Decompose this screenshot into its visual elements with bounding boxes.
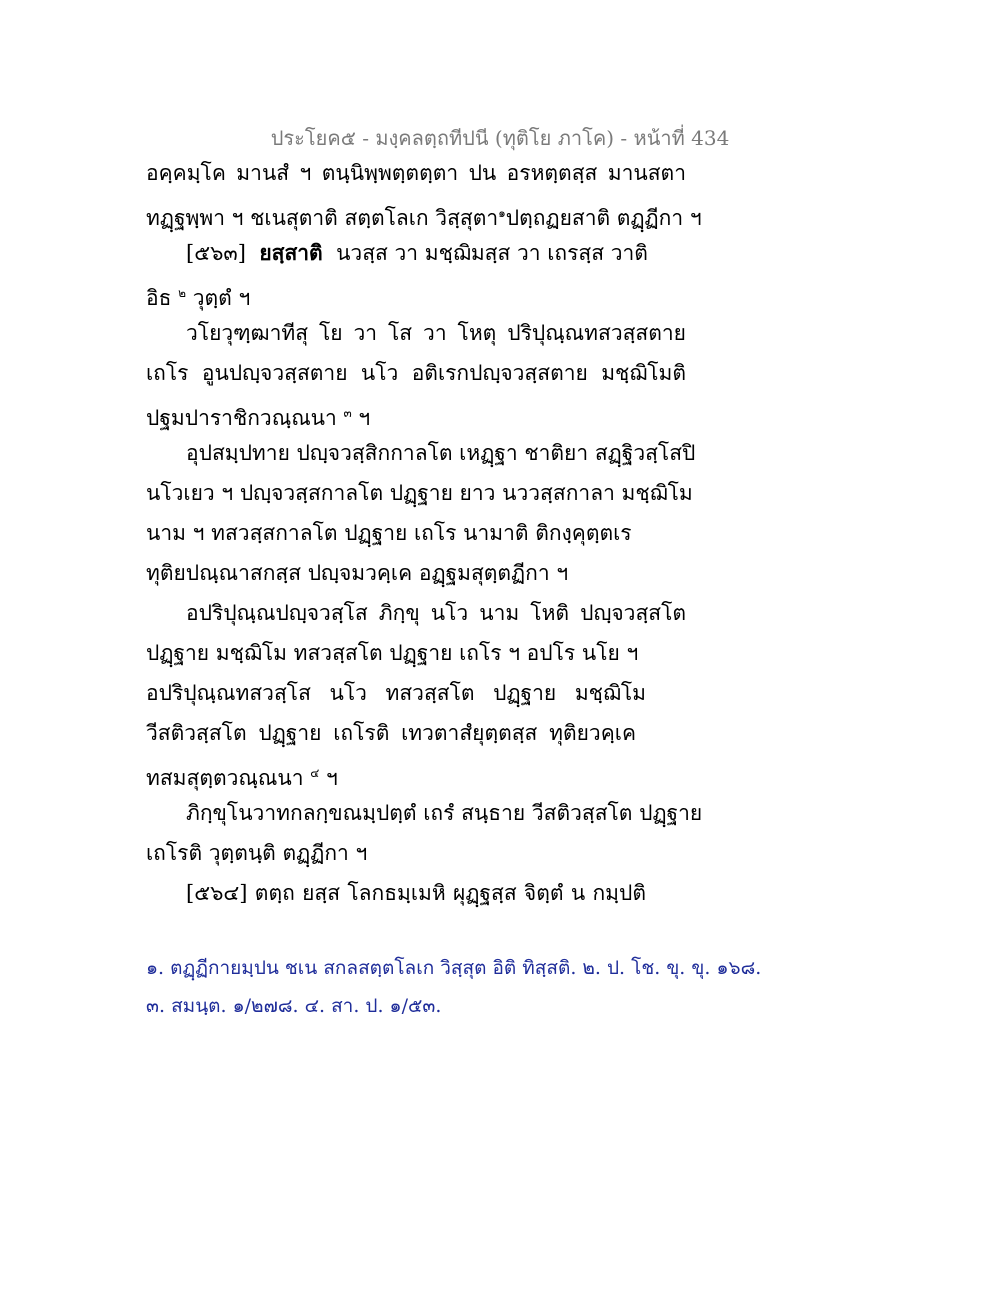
- text-line: [146, 278, 686, 313]
- text-line: [146, 398, 686, 433]
- text-line: ปฏฺฐาย มชฺฌิโม ทสวสฺสโต ปฏฺฐาย เถโร ฯ อปโร นโย ฯ: [146, 641, 639, 665]
- text-line: อคฺคมฺโค มานสํ ฯ ตนฺนิพฺพตฺตตฺตา ปน อรหตฺตสฺส มานสตา: [146, 161, 686, 185]
- text-line: นโวเยว ฯ ปญฺจวสฺสกาลโต ปฏฺฐาย ยาว นววสฺสกาลา มชฺฌิโม: [146, 481, 693, 505]
- text-segment: ปฐมปาราชิกวณฺณนา: [146, 406, 337, 430]
- text-segment: อิธ: [146, 286, 172, 310]
- text-segment: วุตฺตํ ฯ: [192, 286, 251, 310]
- page-header: ประโยค๕ - มงฺคลตฺถทีปนี (ทุติโย ภาโค) - หน้าที่ 434: [270, 126, 730, 150]
- text-line: เถโรติ วุตฺตนฺติ ตฏฺฏีกา ฯ: [146, 841, 368, 865]
- text-line: [186, 238, 648, 268]
- text-segment: นวสฺส วา มชฺฌิมสฺส วา เถรสฺส วาติ: [336, 241, 648, 265]
- text-line: อปริปุณฺณทสวสฺโส นโว ทสวสฺสโต ปฏฺฐาย มชฺฌิโม: [146, 681, 646, 705]
- footnote-marker: ๔: [310, 766, 320, 780]
- text-segment: ทสมสุตฺตวณฺณนา: [146, 766, 304, 790]
- footnote-line: ๑. ตฏฺฏีกายมฺปน ชเน สกลสตฺตโลเก วิสฺสุต อิติ ทิสฺสติ. ๒. ป. โช. ขุ. ขุ. ๑๖๘.: [146, 957, 762, 979]
- text-line: [146, 198, 702, 233]
- text-line: [146, 758, 686, 793]
- footnote-marker: ๑: [498, 206, 506, 220]
- text-line: ภิกฺขุโนวาทกลกฺขณมฺปตฺตํ เถรํ สนฺธาย วีสติวสฺสโต ปฏฺฐาย: [186, 801, 703, 825]
- text-segment: ฯ: [358, 406, 371, 430]
- text-line: เถโร อูนปญฺจวสฺสตาย นโว อติเรกปญฺจวสฺสตาย มชฺฌิโมติ: [146, 361, 686, 385]
- text-segment: ทฏฺฐพฺพา ฯ ชเนสุตาติ สตฺตโลเก วิสฺสุตา: [146, 206, 499, 230]
- text-line: อุปสมฺปทาย ปญฺจวสฺสิกกาลโต เหฏฺฐา ชาติยา สฏฺฐิวสฺโสปิ: [186, 441, 696, 465]
- text-line: วโยวุฑฺฒาทีสุ โย วา โส วา โหตุ ปริปุณฺณทสวสฺสตาย: [186, 321, 686, 345]
- headword: ยสฺสาติ: [259, 240, 323, 265]
- footnote-marker: ๒: [178, 286, 187, 300]
- text-line: วีสติวสฺสโต ปฏฺฐาย เถโรติ เทวตาสํยุตฺตสฺส ทุติยวคฺเค: [146, 721, 636, 745]
- footnote-marker: ๓: [343, 406, 352, 420]
- text-line: ทุติยปณฺณาสกสฺส ปญฺจมวคฺเค อฏฺฐมสุตฺตฏีกา ฯ: [146, 561, 569, 585]
- text-line: อปริปุณฺณปญฺจวสฺโส ภิกฺขุ นโว นาม โหติ ปญฺจวสฺสโต: [186, 601, 686, 625]
- paragraph-number: [๕๖๓]: [186, 241, 246, 265]
- text-line: นาม ฯ ทสวสฺสกาลโต ปฏฺฐาย เถโร นามาติ ติกงฺคุตฺตเร: [146, 521, 632, 545]
- footnote-line: ๓. สมนฺต. ๑/๒๗๘. ๔. สา. ป. ๑/๕๓.: [146, 995, 442, 1017]
- text-segment: ปตฺถฏยสาติ ตฏฺฏีกา ฯ: [505, 206, 702, 230]
- text-segment: ฯ: [325, 766, 338, 790]
- text-line: [๕๖๔] ตตฺถ ยสฺส โลกธมฺเมหิ ผุฏฺฐสฺส จิตฺตํ น กมฺปติ: [186, 881, 646, 905]
